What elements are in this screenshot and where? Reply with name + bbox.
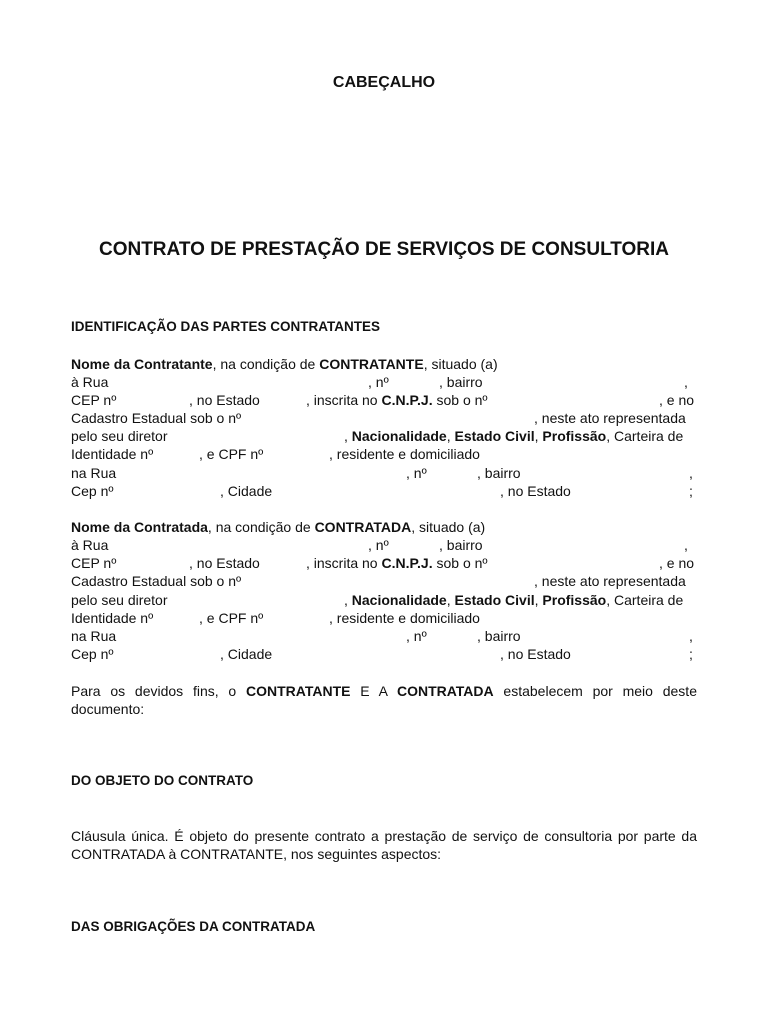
inscrita-label: , inscrita no	[306, 555, 382, 571]
devidos-text: estabelecem por meio deste documento:	[71, 683, 697, 717]
bairro-label: , bairro	[439, 537, 483, 553]
profissao-label: Profissão	[542, 592, 607, 608]
cpf-label: , e CPF nº	[199, 446, 264, 462]
contratada-line-5	[71, 591, 697, 609]
header-label: CABEÇALHO	[332, 74, 436, 91]
situado-text: , situado (a)	[411, 519, 486, 535]
section-obrigacoes: DAS OBRIGAÇÕES DA CONTRATADA	[71, 919, 316, 934]
nacionalidade-label: Nacionalidade	[351, 592, 447, 608]
no-estado-label: , no Estado	[189, 555, 260, 571]
devidos-text: E A	[350, 683, 397, 699]
bairro-label: , bairro	[477, 628, 521, 644]
diretor-label: pelo seu diretor	[71, 428, 168, 444]
carteira-label: , Carteira de	[606, 592, 684, 608]
comma: ,	[689, 465, 693, 481]
situado-text: , situado (a)	[423, 356, 498, 372]
document-title: CONTRATO DE PRESTAÇÃO DE SERVIÇOS DE CONSULTORIA	[98, 239, 670, 260]
no-estado-label: , no Estado	[189, 392, 260, 408]
contratada-line-6	[71, 609, 697, 627]
estado-civil-label: Estado Civil	[454, 592, 535, 608]
contratada-line-7	[71, 627, 697, 645]
cpf-label: , e CPF nº	[199, 610, 264, 626]
condicao-text: , na condição de	[207, 519, 315, 535]
contratada-line-3	[71, 554, 697, 572]
devidos-contratada: CONTRATADA	[396, 683, 494, 699]
e-no-label: , e no	[659, 392, 695, 408]
comma: ,	[689, 628, 693, 644]
no-estado-label: , no Estado	[500, 483, 571, 499]
cnpj-label: C.N.P.J.	[381, 392, 433, 408]
contratada-name-label: Nome da Contratada	[71, 519, 208, 535]
e-no-label: , e no	[659, 555, 695, 571]
contratada-line-8	[71, 645, 697, 663]
comma: ,	[534, 428, 543, 444]
cep-lower-label: Cep nº	[71, 483, 114, 499]
cidade-label: , Cidade	[220, 483, 273, 499]
comma: ,	[344, 592, 352, 608]
no-estado-label: , no Estado	[500, 646, 571, 662]
identidade-label: Identidade nº	[71, 446, 154, 462]
cadastro-label: Cadastro Estadual sob o nº	[71, 573, 242, 589]
residente-label: , residente e domiciliado	[329, 446, 480, 462]
representada-label: , neste ato representada	[534, 410, 686, 426]
contratada-role: CONTRATADA	[314, 519, 412, 535]
contratante-line-5	[71, 427, 697, 445]
devidos-contratante: CONTRATANTE	[246, 683, 351, 699]
nacionalidade-label: Nacionalidade	[351, 428, 447, 444]
comma: ,	[446, 592, 455, 608]
contratante-line-6	[71, 445, 697, 463]
paragraph-devidos-fins	[71, 682, 697, 718]
condicao-text: , na condição de	[212, 356, 320, 372]
sob-label: sob o nº	[432, 555, 488, 571]
cadastro-label: Cadastro Estadual sob o nº	[71, 410, 242, 426]
contratante-line-3	[71, 391, 697, 409]
contratada-line-4	[71, 572, 697, 590]
na-rua-label: na Rua	[71, 628, 117, 644]
inscrita-label: , inscrita no	[306, 392, 382, 408]
comma: ,	[446, 428, 455, 444]
cnpj-label: C.N.P.J.	[381, 555, 433, 571]
paragraph-clausula: Cláusula única. É objeto do presente contrato a prestação de serviço de consultoria por parte da CONTRATADA à CONTRATANTE, nos seguintes aspectos:	[71, 828, 697, 862]
cep-label: CEP nº	[71, 555, 117, 571]
section-identificacao: IDENTIFICAÇÃO DAS PARTES CONTRATANTES	[71, 319, 380, 334]
contratante-line-4	[71, 409, 697, 427]
contratante-line-7	[71, 464, 697, 482]
cidade-label: , Cidade	[220, 646, 273, 662]
a-rua-label: à Rua	[71, 537, 109, 553]
contratante-line-2	[71, 373, 697, 391]
bairro-label: , bairro	[439, 374, 483, 390]
contratada-line-2	[71, 536, 697, 554]
a-rua-label: à Rua	[71, 374, 109, 390]
identidade-label: Identidade nº	[71, 610, 154, 626]
contratante-line-8	[71, 482, 697, 500]
semicolon: ;	[689, 483, 693, 499]
representada-label: , neste ato representada	[534, 573, 686, 589]
contratante-name-label: Nome da Contratante	[71, 356, 213, 372]
bairro-label: , bairro	[477, 465, 521, 481]
residente-label: , residente e domiciliado	[329, 610, 480, 626]
devidos-text: Para os devidos fins, o	[71, 683, 246, 699]
na-rua-label: na Rua	[71, 465, 117, 481]
comma: ,	[344, 428, 352, 444]
cep-lower-label: Cep nº	[71, 646, 114, 662]
numero-label: , nº	[368, 537, 389, 553]
estado-civil-label: Estado Civil	[454, 428, 535, 444]
numero-label: , nº	[368, 374, 389, 390]
contratada-line-1	[71, 518, 697, 536]
comma: ,	[534, 592, 543, 608]
contratante-line-1	[71, 355, 697, 373]
numero-label: , nº	[406, 628, 427, 644]
sob-label: sob o nº	[432, 392, 488, 408]
numero-label: , nº	[406, 465, 427, 481]
semicolon: ;	[689, 646, 693, 662]
cep-label: CEP nº	[71, 392, 117, 408]
contratante-role: CONTRATANTE	[319, 356, 424, 372]
profissao-label: Profissão	[542, 428, 607, 444]
carteira-label: , Carteira de	[606, 428, 684, 444]
diretor-label: pelo seu diretor	[71, 592, 168, 608]
comma: ,	[684, 374, 688, 390]
comma: ,	[684, 537, 688, 553]
section-objeto: DO OBJETO DO CONTRATO	[71, 773, 254, 788]
